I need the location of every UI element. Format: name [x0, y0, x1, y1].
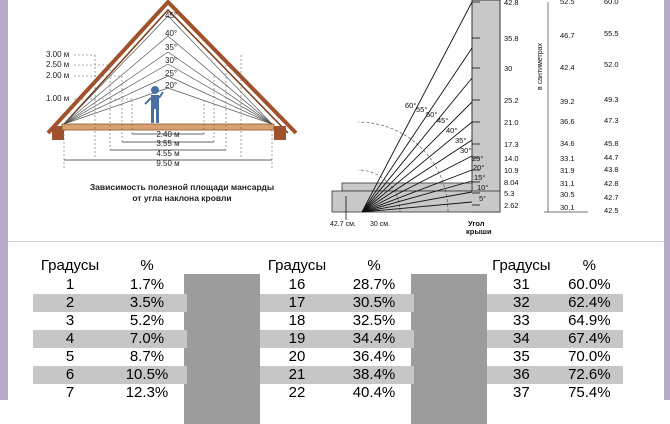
degree-cell: 7 — [65, 384, 75, 401]
scale-value: 35.8 — [504, 34, 519, 43]
percent-cell: 34.4% — [334, 330, 414, 348]
degree-table-2 — [260, 256, 414, 402]
attic-angle-label: 25° — [165, 69, 178, 78]
degree-cell: 32 — [487, 294, 556, 312]
col1-values — [560, 0, 575, 212]
percent-cell: 28.7% — [352, 276, 396, 293]
header-degrees: Градусы — [267, 257, 327, 274]
degree-cell: 3 — [65, 312, 75, 329]
height-label: 3.00 м — [46, 50, 70, 59]
width-label: 2.40 м — [156, 130, 180, 139]
scale-value: 14.0 — [504, 154, 519, 163]
col2-value: 44.7 — [604, 153, 619, 162]
percent-cell: 72.6% — [556, 366, 623, 384]
percent-cell: 5.2% — [129, 312, 165, 329]
scale-value: 21.0 — [504, 118, 519, 127]
scale-value: 5.3 — [504, 189, 515, 198]
attic-angle-label: 45° — [165, 11, 178, 20]
section-separator — [8, 241, 664, 242]
table-gap-column — [184, 274, 260, 424]
bottom-left-label: 42.7 см. — [330, 221, 356, 228]
header-percent: % — [367, 257, 381, 274]
slope-angle-label: 25° — [472, 154, 484, 163]
slope-angle-label: 5° — [479, 194, 487, 203]
col2-value: 45.8 — [604, 139, 619, 148]
height-label: 2.50 м — [46, 60, 70, 69]
width-label: 3.55 м — [156, 139, 180, 148]
table-gap-column — [411, 274, 487, 424]
col2-value: 47.3 — [604, 116, 619, 125]
height-labels — [46, 50, 69, 103]
degree-table-1 — [33, 256, 187, 402]
slope-ground — [332, 191, 500, 212]
scale-value: 8.04 — [504, 178, 519, 187]
percent-cell: 38.4% — [334, 366, 414, 384]
scale-values — [504, 0, 519, 210]
degree-cell: 4 — [33, 330, 107, 348]
attic-angle-label: 20° — [165, 81, 178, 90]
percent-cell: 7.0% — [107, 330, 187, 348]
attic-angle-label: 35° — [165, 43, 178, 52]
slope-angle-label: 15° — [474, 173, 486, 182]
col1-value: 30.1 — [560, 203, 575, 212]
height-label: 2.00 м — [46, 71, 70, 80]
percent-cell: 12.3% — [125, 384, 169, 401]
attic-angle-label: 30° — [165, 56, 178, 65]
col1-value: 31.9 — [560, 166, 575, 175]
diagrams-svg — [8, 0, 664, 240]
percent-cell: 36.4% — [352, 348, 396, 365]
col1-value: 39.2 — [560, 97, 575, 106]
degree-cell: 18 — [288, 312, 306, 329]
attic-angle-label: 40° — [165, 29, 178, 38]
slope-angle-label: 50° — [426, 110, 438, 119]
col2-value: 55.5 — [604, 29, 619, 38]
slope-angle-label: 35° — [455, 136, 467, 145]
slope-angle-label: 10° — [477, 183, 489, 192]
percent-cell: 60.0% — [568, 276, 611, 293]
slope-base — [342, 183, 472, 191]
percent-cell: 8.7% — [129, 348, 165, 365]
percent-cell: 10.5% — [107, 366, 187, 384]
degree-cell: 37 — [513, 384, 530, 401]
angle-caption: Угол — [468, 219, 485, 228]
percent-cell: 30.5% — [334, 294, 414, 312]
percent-cell: 40.4% — [352, 384, 396, 401]
degree-cell: 21 — [260, 366, 334, 384]
angle-labels — [165, 11, 177, 90]
right-beam — [274, 126, 286, 140]
col1-value: 36.6 — [560, 117, 575, 126]
percent-cell: 70.0% — [568, 348, 611, 365]
slope-angle-label: 60° — [405, 101, 417, 110]
degree-cell: 20 — [288, 348, 306, 365]
col1-value: 33.1 — [560, 154, 575, 163]
col2-value: 42.5 — [604, 206, 619, 215]
percent-cell: 62.4% — [556, 294, 623, 312]
height-label: 1.00 м — [46, 94, 70, 103]
degree-cell: 17 — [260, 294, 334, 312]
scale-value: 25.2 — [504, 96, 519, 105]
col1-value: 31.1 — [560, 179, 575, 188]
percent-cell: 32.5% — [352, 312, 396, 329]
col2-values — [604, 0, 619, 215]
person-figure — [145, 86, 163, 123]
degree-cell: 2 — [33, 294, 107, 312]
slope-angle-label: 55° — [416, 105, 428, 114]
col1-value: 34.6 — [560, 139, 575, 148]
width-labels — [156, 130, 179, 168]
diagrams-area — [8, 0, 664, 240]
col1-value: 46.7 — [560, 31, 575, 40]
scale-value: 17.3 — [504, 140, 519, 149]
degree-cell: 34 — [487, 330, 556, 348]
slope-angle-label: 45° — [437, 116, 449, 125]
percent-cell: 1.7% — [129, 276, 165, 293]
degree-table-3 — [487, 256, 623, 402]
attic-caption-line: от угла наклона кровли — [132, 193, 232, 203]
scale-value: 42.8 — [504, 0, 519, 7]
attic-caption-line: Зависимость полезной площади мансарды — [89, 182, 275, 192]
degree-cell: 6 — [33, 366, 107, 384]
header-percent: % — [140, 257, 154, 274]
degree-cell: 1 — [65, 276, 75, 293]
col1-value: 30.5 — [560, 190, 575, 199]
col2-value: 52.0 — [604, 60, 619, 69]
attic-caption — [82, 182, 282, 204]
width-label: 4.55 м — [156, 149, 180, 158]
degree-cell: 22 — [288, 384, 306, 401]
roof-outline — [48, 2, 296, 133]
col1-value: 42.4 — [560, 63, 575, 72]
scale-value: 10.9 — [504, 166, 519, 175]
col2-value: 42.7 — [604, 193, 619, 202]
slope-diagram — [330, 0, 619, 236]
attic-diagram — [46, 2, 296, 168]
scale-value: 2.62 — [504, 201, 519, 210]
slope-angle-label: 20° — [473, 163, 485, 172]
percent-cell: 75.4% — [568, 384, 611, 401]
angle-caption: крыши — [466, 227, 492, 236]
degree-cell: 36 — [487, 366, 556, 384]
col2-value: 42.8 — [604, 179, 619, 188]
col1-value: 52.5 — [560, 0, 575, 6]
degree-cell: 19 — [260, 330, 334, 348]
percent-cell: 67.4% — [556, 330, 623, 348]
degree-cell: 5 — [65, 348, 75, 365]
percent-cell: 3.5% — [107, 294, 187, 312]
col2-value: 49.3 — [604, 95, 619, 104]
percent-cell: 64.9% — [568, 312, 611, 329]
header-percent: % — [582, 257, 597, 274]
width-label: 9.50 м — [156, 159, 180, 168]
slope-angle-label: 40° — [446, 126, 458, 135]
scale-value: 30 — [504, 64, 513, 73]
header-degrees: Градусы — [492, 257, 551, 274]
col2-value: 43.8 — [604, 165, 619, 174]
degree-cell: 33 — [513, 312, 530, 329]
bottom-mid-label: 30 см. — [370, 221, 390, 228]
degree-cell: 31 — [513, 276, 530, 293]
units-side-label: в сантиметрах — [537, 42, 544, 90]
degree-cell: 35 — [513, 348, 530, 365]
slope-angle-label: 30° — [460, 146, 472, 155]
col2-value: 60.0 — [604, 0, 619, 6]
header-degrees: Градусы — [40, 257, 100, 274]
degree-cell: 16 — [288, 276, 306, 293]
